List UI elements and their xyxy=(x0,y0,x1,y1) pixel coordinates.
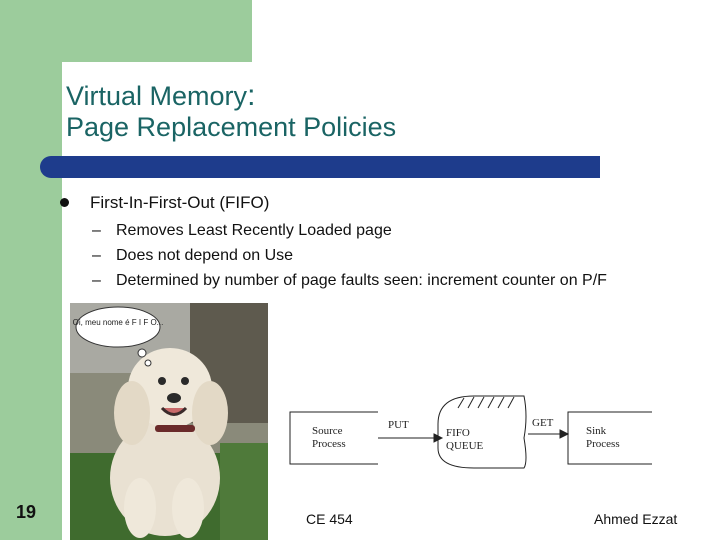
sub-bullet-text: Does not depend on Use xyxy=(116,247,294,264)
side-decoration xyxy=(0,0,62,540)
sub-bullet-2 xyxy=(92,247,293,265)
footer-course: CE 454 xyxy=(306,511,353,527)
footer-author: Ahmed Ezzat xyxy=(594,511,678,527)
get-label: GET xyxy=(532,417,554,429)
sub-bullet-1 xyxy=(92,222,392,240)
put-label: PUT xyxy=(388,419,409,431)
dash-icon: – xyxy=(92,247,101,264)
slide-title xyxy=(66,80,396,143)
queue-label-2: QUEUE xyxy=(446,440,484,452)
source-label-1: Source xyxy=(312,425,343,437)
sub-bullet-text: Determined by number of page faults seen: increment counter on P/F xyxy=(116,272,607,289)
slide-number: 19 xyxy=(16,502,37,522)
title-underline-bar xyxy=(40,156,600,178)
bullet-dot-icon xyxy=(60,198,69,207)
dash-icon: – xyxy=(92,222,101,239)
queue-label-1: FIFO xyxy=(446,427,470,439)
source-label-2: Process xyxy=(312,438,346,450)
get-arrowhead xyxy=(560,430,568,438)
sink-label-1: Sink xyxy=(586,425,607,437)
title-colon: : xyxy=(247,79,256,112)
queue-hatching xyxy=(458,397,514,408)
dash-icon: – xyxy=(92,272,101,289)
sub-bullet-3 xyxy=(92,272,607,290)
sink-label-2: Process xyxy=(586,438,620,450)
dog-photo xyxy=(70,303,268,540)
bullet-text: First-In-First-Out (FIFO) xyxy=(90,193,270,212)
title-line-2: Page Replacement Policies xyxy=(66,112,397,142)
fifo-diagram xyxy=(288,388,668,474)
sub-bullet-text: Removes Least Recently Loaded page xyxy=(116,222,392,239)
speech-bubble-text: Oi, meu nome é F I F O... xyxy=(72,318,164,327)
title-line-1: Virtual Memory xyxy=(66,81,248,111)
